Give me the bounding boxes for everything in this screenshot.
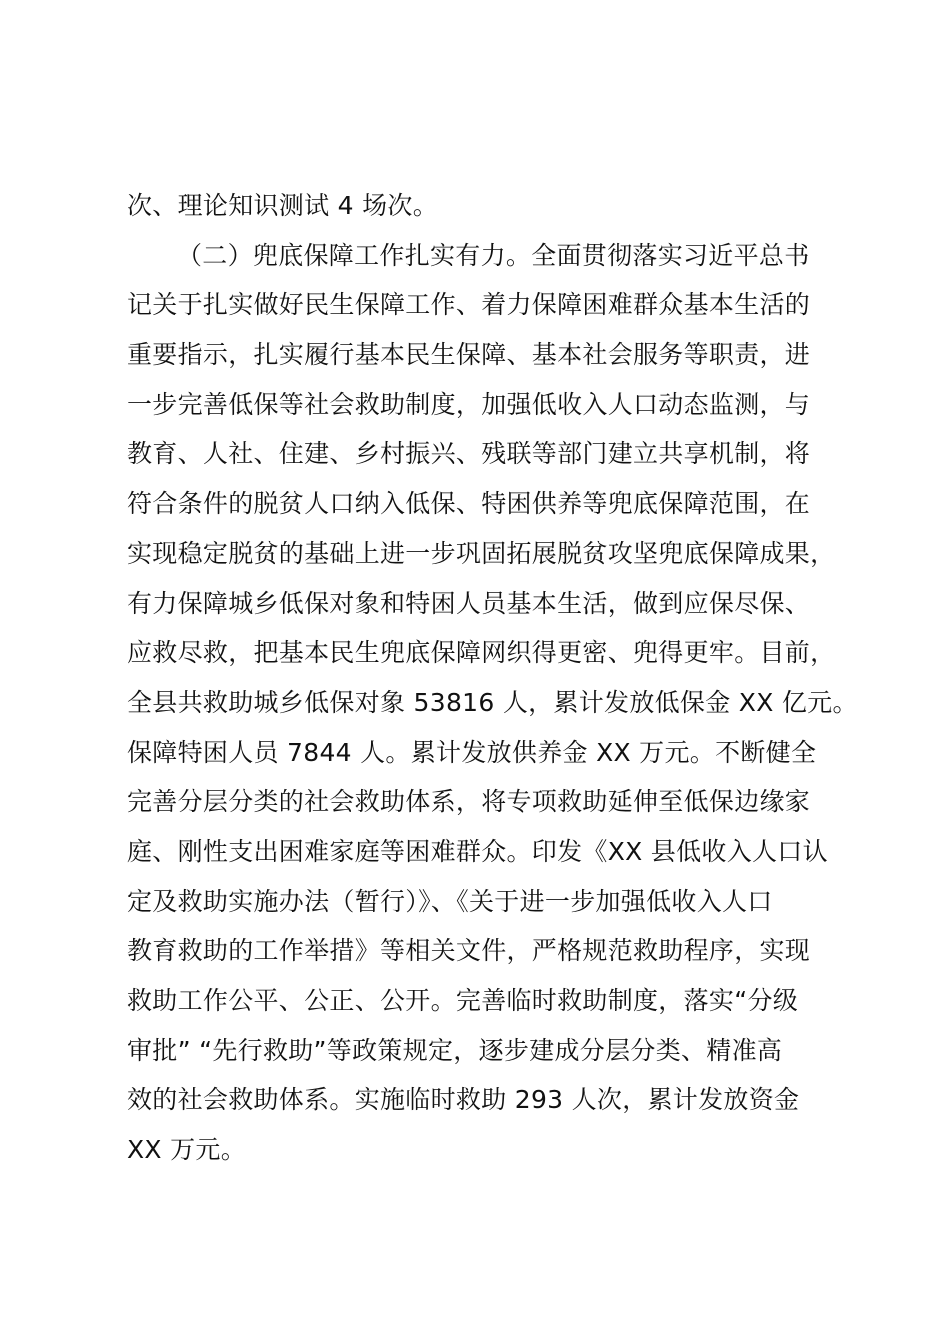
text-line-10: 应救尽救，把基本民生兜底保障网织得更密、兜得更牢。目前， bbox=[127, 638, 836, 668]
text-line-8: 实现稳定脱贫的基础上进一步巩固拓展脱贫攻坚兜底保障成果， bbox=[127, 538, 836, 568]
text-line-13: 完善分层分类的社会救助体系，将专项救助延伸至低保边缘家 bbox=[127, 787, 811, 817]
text-line-14: 庭、刚性支出困难家庭等困难群众。印发《XX 县低收入人口认 bbox=[127, 836, 828, 866]
text-line-6: 教育、人社、住建、乡村振兴、残联等部门建立共享机制，将 bbox=[127, 439, 811, 469]
text-line-4: 重要指示，扎实履行基本民生保障、基本社会服务等职责，进 bbox=[127, 340, 811, 370]
text-line-9: 有力保障城乡低保对象和特困人员基本生活，做到应保尽保、 bbox=[127, 588, 811, 618]
text-line-11: 全县共救助城乡低保对象 53816 人，累计发放低保金 XX 亿元。 bbox=[127, 687, 858, 717]
text-line-3: 记关于扎实做好民生保障工作、着力保障困难群众基本生活的 bbox=[127, 290, 811, 320]
text-line-5: 一步完善低保等社会救助制度，加强低收入人口动态监测，与 bbox=[127, 389, 811, 419]
text-line-12: 保障特困人员 7844 人。累计发放供养金 XX 万元。不断健全 bbox=[127, 737, 817, 767]
body-text bbox=[127, 181, 867, 1175]
text-line-18: 审批” “先行救助”等政策规定，逐步建成分层分类、精准高 bbox=[127, 1035, 783, 1065]
text-line-16: 教育救助的工作举措》等相关文件，严格规范救助程序，实现 bbox=[127, 936, 811, 966]
text-line-15: 定及救助实施办法（暂行）》、《关于进一步加强低收入人口 bbox=[127, 886, 773, 916]
text-line-19: 效的社会救助体系。实施临时救助 293 人次，累计发放资金 bbox=[127, 1085, 800, 1115]
text-line-17: 救助工作公平、公正、公开。完善临时救助制度，落实“分级 bbox=[127, 986, 799, 1015]
text-line-7: 符合条件的脱贫人口纳入低保、特困供养等兜底保障范围，在 bbox=[127, 489, 811, 519]
text-line-1: 次、理论知识测试 4 场次。 bbox=[127, 191, 439, 220]
section-heading-line: （二）兜底保障工作扎实有力。全面贯彻落实习近平总书 bbox=[177, 240, 810, 270]
text-line-20: XX 万元。 bbox=[127, 1135, 246, 1165]
